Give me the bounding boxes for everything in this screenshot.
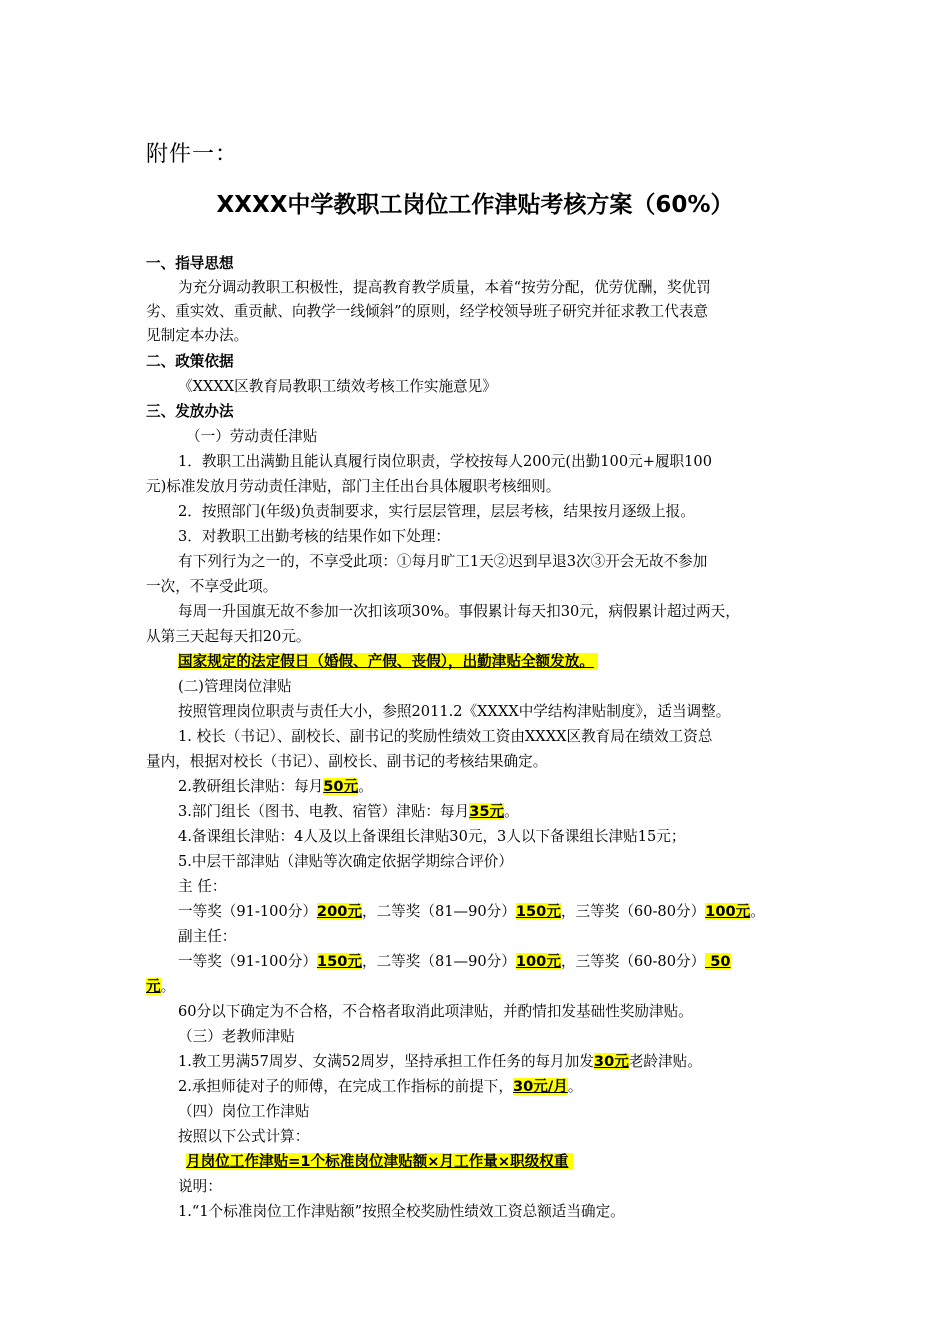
text: 2.教研组长津贴：每月 (178, 778, 324, 795)
highlight-amount: 100元 (705, 903, 751, 920)
paragraph: 1．教职工出满勤且能认真履行岗位职责，学校按每人200元(出勤100元+履职100 (178, 453, 712, 470)
text: ，二等奖（81—90分） (361, 903, 516, 920)
highlight-amount: 元 (146, 978, 161, 995)
paragraph: 一次，不享受此项。 (146, 578, 278, 595)
highlight-amount: 100元 (515, 953, 561, 970)
document-title: XXXX中学教职工岗位工作津贴考核方案（60%） (216, 192, 734, 218)
highlighted-note (178, 652, 598, 672)
text: ，三等奖（60-80分） (560, 953, 706, 970)
paragraph (178, 952, 731, 972)
highlight-amount: 30元/月 (513, 1078, 568, 1095)
attachment-label: 附件一： (146, 142, 239, 167)
paragraph: 量内，根据对校长（书记）、副校长、副书记的考核结果确定。 (146, 753, 548, 770)
highlight-text: 国家规定的法定假日（婚假、产假、丧假），出勤津贴全额发放。 (178, 653, 598, 670)
text: 。 (567, 1078, 583, 1095)
paragraph: 劣、重实效、重贡献、向教学一线倾斜”的原则，经学校领导班子研究并征求教工代表意 (146, 303, 709, 320)
paragraph: 3．对教职工出勤考核的结果作如下处理： (178, 528, 450, 545)
subheading: （四）岗位工作津贴 (178, 1103, 310, 1120)
paragraph: 有下列行为之一的，不享受此项：①每月旷工1天②迟到早退3次③开会无故不参加 (178, 553, 708, 570)
paragraph: 说明： (178, 1178, 222, 1195)
highlight-amount: 50元 (323, 778, 359, 795)
paragraph (178, 1052, 702, 1072)
highlight-amount: 50 (705, 953, 731, 970)
paragraph (178, 777, 373, 797)
paragraph (178, 902, 765, 922)
text: ，二等奖（81—90分） (361, 953, 516, 970)
paragraph: 按照以下公式计算： (178, 1128, 310, 1145)
section-heading-1: 一、指导思想 (146, 255, 234, 272)
highlight-amount: 150元 (515, 903, 561, 920)
paragraph: 副主任： (178, 928, 237, 945)
text: 。 (504, 803, 519, 820)
paragraph: 每周一升国旗无故不参加一次扣该项30%。事假累计每天扣30元，病假累计超过两天， (178, 603, 740, 620)
highlight-formula: 月岗位工作津贴=1个标准岗位津贴额×月工作量×职级权重 (186, 1153, 573, 1170)
subheading: （一）劳动责任津贴 (186, 428, 318, 445)
paragraph: 《XXXX区教育局教职工绩效考核工作实施意见》 (178, 378, 497, 395)
subheading: （三）老教师津贴 (178, 1028, 295, 1045)
paragraph: 5.中层干部津贴（津贴等次确定依据学期综合评价） (178, 853, 513, 870)
paragraph: 60分以下确定为不合格，不合格者取消此项津贴，并酌情扣发基础性奖励津贴。 (178, 1003, 693, 1020)
highlight-amount: 30元 (593, 1053, 629, 1070)
paragraph (178, 802, 519, 822)
text: 。 (160, 978, 176, 995)
paragraph: 4.备课组长津贴：4人及以上备课组长津贴30元，3人以下备课组长津贴15元； (178, 828, 686, 845)
formula (186, 1152, 573, 1172)
section-heading-2: 二、政策依据 (146, 353, 234, 370)
paragraph: 2．按照部门(年级)负责制要求，实行层层管理，层层考核，结果按月逐级上报。 (178, 503, 695, 520)
text: 。 (750, 903, 765, 920)
subheading: (二)管理岗位津贴 (178, 678, 292, 695)
text: 2.承担师徒对子的师傅，在完成工作指标的前提下， (178, 1078, 513, 1095)
text: 3.部门组长（图书、电教、宿管）津贴：每月 (178, 803, 470, 820)
paragraph (146, 977, 175, 997)
paragraph (178, 1077, 582, 1097)
text: 老龄津贴。 (628, 1053, 702, 1070)
highlight-amount: 35元 (469, 803, 505, 820)
paragraph: 为充分调动教职工积极性，提高教育教学质量，本着“按劳分配，优劳优酬，奖优罚 (178, 279, 711, 296)
highlight-amount: 150元 (316, 953, 362, 970)
paragraph: 1. 校长（书记）、副校长、副书记的奖励性绩效工资由XXXX区教育局在绩效工资总 (178, 728, 713, 745)
text: 一等奖（91-100分） (178, 903, 317, 920)
paragraph: 见制定本办法。 (146, 327, 249, 344)
highlight-amount: 200元 (316, 903, 362, 920)
text: 。 (358, 778, 373, 795)
paragraph: 主 任： (178, 878, 227, 895)
paragraph: 从第三天起每天扣20元。 (146, 628, 311, 645)
text: ，三等奖（60-80分） (560, 903, 706, 920)
paragraph: 按照管理岗位职责与责任大小，参照2011.2《XXXX中学结构津贴制度》，适当调整。 (178, 703, 731, 720)
paragraph: 1.“1个标准岗位工作津贴额”按照全校奖励性绩效工资总额适当确定。 (178, 1203, 625, 1220)
section-heading-3: 三、发放办法 (146, 403, 234, 420)
paragraph: 元)标准发放月劳动责任津贴，部门主任出台具体履职考核细则。 (146, 478, 561, 495)
text: 一等奖（91-100分） (178, 953, 317, 970)
text: 1.教工男满57周岁、女满52周岁，坚持承担工作任务的每月加发 (178, 1053, 594, 1070)
